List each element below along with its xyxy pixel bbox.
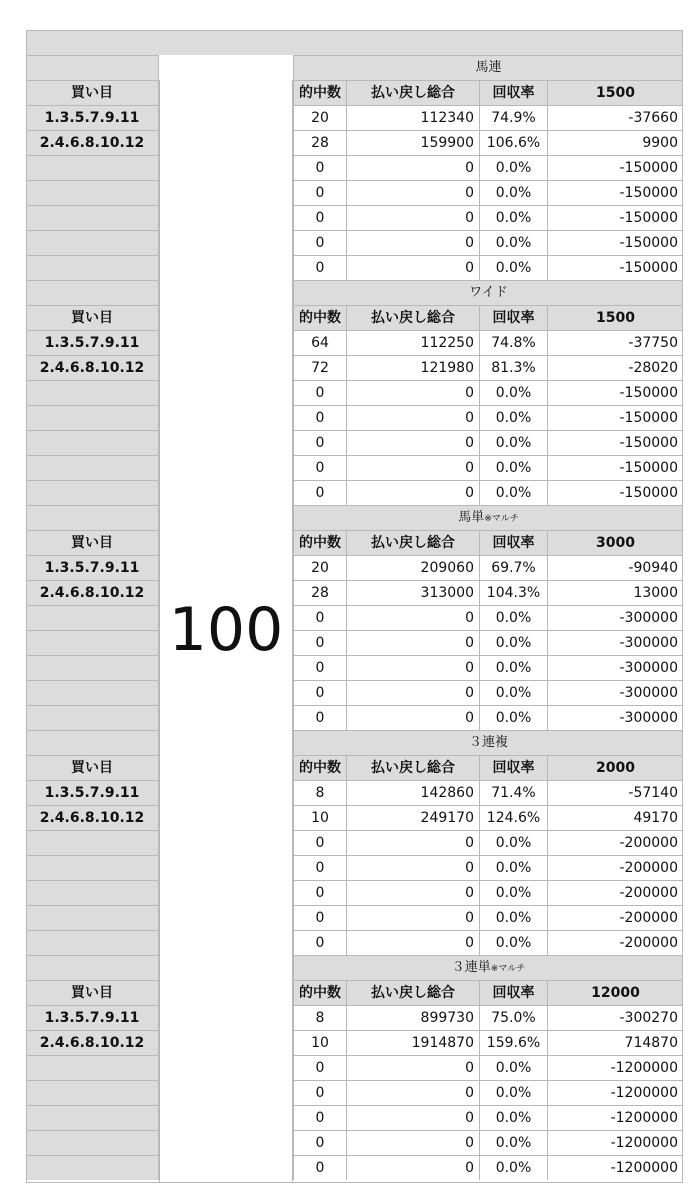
profit-cell[interactable]: -150000: [547, 455, 683, 480]
header-payout: 払い戻し総合: [346, 530, 479, 555]
payout-cell[interactable]: 0: [346, 630, 479, 655]
payout-cell[interactable]: 0: [346, 1155, 479, 1180]
profit-cell[interactable]: -1200000: [547, 1130, 683, 1155]
header-combo-label: 買い目: [26, 80, 159, 105]
combo-cell[interactable]: 1.3.5.7.9.11: [26, 1005, 159, 1030]
payout-cell[interactable]: 0: [346, 680, 479, 705]
combo-cell[interactable]: 2.4.6.8.10.12: [26, 355, 159, 380]
payout-cell[interactable]: 0: [346, 1055, 479, 1080]
rate-cell[interactable]: 124.6%: [479, 805, 547, 830]
rate-cell[interactable]: 0.0%: [479, 1055, 547, 1080]
rate-cell[interactable]: 0.0%: [479, 1130, 547, 1155]
hits-cell[interactable]: 0: [293, 1130, 346, 1155]
rate-cell[interactable]: 0.0%: [479, 630, 547, 655]
combo-cell[interactable]: 1.3.5.7.9.11: [26, 780, 159, 805]
hits-cell[interactable]: 0: [293, 1055, 346, 1080]
payout-cell[interactable]: 313000: [346, 580, 479, 605]
rate-cell[interactable]: 159.6%: [479, 1030, 547, 1055]
combo-cell[interactable]: [26, 180, 159, 205]
rate-cell[interactable]: 104.3%: [479, 580, 547, 605]
section-title: [293, 505, 683, 530]
profit-cell[interactable]: -300000: [547, 705, 683, 730]
payout-cell[interactable]: 0: [346, 905, 479, 930]
payout-cell[interactable]: 0: [346, 1130, 479, 1155]
rate-cell[interactable]: 75.0%: [479, 1005, 547, 1030]
rate-cell[interactable]: 0.0%: [479, 180, 547, 205]
combo-cell[interactable]: [26, 1130, 159, 1155]
label-cell-blank: [26, 280, 159, 305]
rate-cell[interactable]: 0.0%: [479, 205, 547, 230]
combo-cell[interactable]: 2.4.6.8.10.12: [26, 1030, 159, 1055]
rate-cell[interactable]: 0.0%: [479, 880, 547, 905]
bet-type-label: 馬連: [475, 60, 502, 75]
header-rate: 回収率: [479, 305, 547, 330]
hits-cell[interactable]: 0: [293, 230, 346, 255]
payout-cell[interactable]: 0: [346, 205, 479, 230]
hits-cell[interactable]: 0: [293, 180, 346, 205]
profit-cell[interactable]: -300000: [547, 605, 683, 630]
payout-cell[interactable]: 0: [346, 180, 479, 205]
profit-cell[interactable]: -1200000: [547, 1155, 683, 1180]
combo-cell[interactable]: [26, 1105, 159, 1130]
payout-cell[interactable]: 0: [346, 455, 479, 480]
hits-cell[interactable]: 0: [293, 880, 346, 905]
payout-cell[interactable]: 0: [346, 380, 479, 405]
header-hits: 的中数: [293, 755, 346, 780]
profit-cell[interactable]: 714870: [547, 1030, 683, 1055]
label-cell-blank: [26, 55, 159, 80]
header-hits: 的中数: [293, 530, 346, 555]
profit-cell[interactable]: -150000: [547, 155, 683, 180]
hits-cell[interactable]: 0: [293, 380, 346, 405]
profit-cell[interactable]: -1200000: [547, 1055, 683, 1080]
hits-cell[interactable]: 20: [293, 555, 346, 580]
profit-cell[interactable]: -150000: [547, 180, 683, 205]
hits-cell[interactable]: 8: [293, 780, 346, 805]
header-hits: 的中数: [293, 305, 346, 330]
profit-cell[interactable]: -200000: [547, 880, 683, 905]
rate-cell[interactable]: 0.0%: [479, 930, 547, 955]
profit-cell[interactable]: -28020: [547, 355, 683, 380]
profit-cell[interactable]: -37660: [547, 105, 683, 130]
payout-cell[interactable]: 159900: [346, 130, 479, 155]
hits-cell[interactable]: 0: [293, 455, 346, 480]
rate-cell[interactable]: 106.6%: [479, 130, 547, 155]
rate-cell[interactable]: 0.0%: [479, 380, 547, 405]
combo-cell[interactable]: [26, 855, 159, 880]
section-title: [293, 280, 683, 305]
hits-cell[interactable]: 0: [293, 1155, 346, 1180]
rate-cell[interactable]: 81.3%: [479, 355, 547, 380]
profit-cell[interactable]: -300000: [547, 655, 683, 680]
header-cost: 2000: [547, 755, 683, 780]
rate-cell[interactable]: 0.0%: [479, 855, 547, 880]
section-title: [293, 730, 683, 755]
hits-cell[interactable]: 0: [293, 705, 346, 730]
rate-cell[interactable]: 0.0%: [479, 705, 547, 730]
header-hits: 的中数: [293, 980, 346, 1005]
profit-cell[interactable]: -200000: [547, 855, 683, 880]
header-rate: 回収率: [479, 530, 547, 555]
combo-cell[interactable]: [26, 205, 159, 230]
header-cost: 3000: [547, 530, 683, 555]
hits-cell[interactable]: 0: [293, 405, 346, 430]
hits-cell[interactable]: 10: [293, 1030, 346, 1055]
combo-cell[interactable]: [26, 1155, 159, 1180]
profit-cell[interactable]: -300000: [547, 680, 683, 705]
rate-cell[interactable]: 0.0%: [479, 455, 547, 480]
profit-cell[interactable]: -1200000: [547, 1105, 683, 1130]
combo-cell[interactable]: [26, 630, 159, 655]
header-combo-label: 買い目: [26, 755, 159, 780]
combo-cell[interactable]: [26, 155, 159, 180]
combo-cell[interactable]: [26, 705, 159, 730]
rate-cell[interactable]: 0.0%: [479, 1105, 547, 1130]
section-title: [293, 955, 683, 980]
header-rate: 回収率: [479, 980, 547, 1005]
header-hits: 的中数: [293, 80, 346, 105]
header-payout: 払い戻し総合: [346, 305, 479, 330]
profit-cell[interactable]: -150000: [547, 380, 683, 405]
rate-cell[interactable]: 0.0%: [479, 430, 547, 455]
hits-cell[interactable]: 0: [293, 205, 346, 230]
combo-cell[interactable]: [26, 1055, 159, 1080]
header-payout: 払い戻し総合: [346, 80, 479, 105]
profit-cell[interactable]: -90940: [547, 555, 683, 580]
combo-cell[interactable]: [26, 605, 159, 630]
rate-cell[interactable]: 0.0%: [479, 680, 547, 705]
profit-cell[interactable]: -150000: [547, 205, 683, 230]
hits-cell[interactable]: 28: [293, 130, 346, 155]
payout-cell[interactable]: 0: [346, 605, 479, 630]
rate-cell[interactable]: 0.0%: [479, 655, 547, 680]
payout-cell[interactable]: 899730: [346, 1005, 479, 1030]
section-title: [293, 55, 683, 80]
payout-cell[interactable]: 209060: [346, 555, 479, 580]
bet-type-note: ※マルチ: [484, 514, 519, 524]
payout-cell[interactable]: 0: [346, 655, 479, 680]
merged-value-cell: [159, 80, 293, 1182]
profit-cell[interactable]: -200000: [547, 830, 683, 855]
hits-cell[interactable]: 64: [293, 330, 346, 355]
payout-cell[interactable]: 0: [346, 1080, 479, 1105]
payout-cell[interactable]: 121980: [346, 355, 479, 380]
hits-cell[interactable]: 10: [293, 805, 346, 830]
bet-type-note: ※マルチ: [490, 964, 526, 974]
hits-cell[interactable]: 28: [293, 580, 346, 605]
rate-cell[interactable]: 74.8%: [479, 330, 547, 355]
combo-cell[interactable]: [26, 380, 159, 405]
hits-cell[interactable]: 72: [293, 355, 346, 380]
combo-cell[interactable]: [26, 255, 159, 280]
label-cell-blank: [26, 730, 159, 755]
profit-cell[interactable]: -150000: [547, 230, 683, 255]
combo-cell[interactable]: 2.4.6.8.10.12: [26, 805, 159, 830]
combo-cell[interactable]: 1.3.5.7.9.11: [26, 105, 159, 130]
profit-cell[interactable]: -200000: [547, 930, 683, 955]
rate-cell[interactable]: 0.0%: [479, 830, 547, 855]
combo-cell[interactable]: 2.4.6.8.10.12: [26, 130, 159, 155]
hits-cell[interactable]: 0: [293, 605, 346, 630]
bet-type-label: ３連複: [468, 735, 508, 750]
profit-cell[interactable]: -150000: [547, 255, 683, 280]
profit-cell[interactable]: 9900: [547, 130, 683, 155]
payout-cell[interactable]: 249170: [346, 805, 479, 830]
bet-type-label: ワイド: [469, 285, 508, 300]
payout-cell[interactable]: 142860: [346, 780, 479, 805]
payout-cell[interactable]: 0: [346, 830, 479, 855]
combo-cell[interactable]: [26, 905, 159, 930]
rate-cell[interactable]: 0.0%: [479, 230, 547, 255]
profit-cell[interactable]: -300270: [547, 1005, 683, 1030]
payout-cell[interactable]: 1914870: [346, 1030, 479, 1055]
profit-cell[interactable]: -300000: [547, 630, 683, 655]
hits-cell[interactable]: 0: [293, 480, 346, 505]
hits-cell[interactable]: 0: [293, 905, 346, 930]
profit-cell[interactable]: -200000: [547, 905, 683, 930]
hits-cell[interactable]: 0: [293, 1105, 346, 1130]
profit-cell[interactable]: -1200000: [547, 1080, 683, 1105]
bet-type-label: 馬単: [458, 510, 485, 525]
hits-cell[interactable]: 0: [293, 680, 346, 705]
payout-cell[interactable]: 0: [346, 405, 479, 430]
combo-cell[interactable]: [26, 480, 159, 505]
hits-cell[interactable]: 0: [293, 855, 346, 880]
profit-cell[interactable]: -150000: [547, 430, 683, 455]
hits-cell[interactable]: 0: [293, 830, 346, 855]
combo-cell[interactable]: [26, 655, 159, 680]
combo-cell[interactable]: 2.4.6.8.10.12: [26, 580, 159, 605]
hits-cell[interactable]: 0: [293, 930, 346, 955]
combo-cell[interactable]: [26, 405, 159, 430]
hits-cell[interactable]: 0: [293, 630, 346, 655]
rate-cell[interactable]: 0.0%: [479, 1155, 547, 1180]
rate-cell[interactable]: 0.0%: [479, 255, 547, 280]
hits-cell[interactable]: 0: [293, 1080, 346, 1105]
rate-cell[interactable]: 0.0%: [479, 405, 547, 430]
profit-cell[interactable]: -150000: [547, 405, 683, 430]
hits-cell[interactable]: 0: [293, 155, 346, 180]
combo-cell[interactable]: [26, 1080, 159, 1105]
payout-cell[interactable]: 112250: [346, 330, 479, 355]
hits-cell[interactable]: 0: [293, 430, 346, 455]
header-rate: 回収率: [479, 80, 547, 105]
spreadsheet: [26, 30, 683, 1183]
header-payout: 払い戻し総合: [346, 980, 479, 1005]
header-rate: 回収率: [479, 755, 547, 780]
combo-cell[interactable]: [26, 455, 159, 480]
combo-cell[interactable]: [26, 430, 159, 455]
payout-cell[interactable]: 0: [346, 480, 479, 505]
bet-type-label: ３連単: [451, 960, 491, 975]
hits-cell[interactable]: 20: [293, 105, 346, 130]
header-payout: 払い戻し総合: [346, 755, 479, 780]
profit-cell[interactable]: -150000: [547, 480, 683, 505]
header-cost: 12000: [547, 980, 683, 1005]
rate-cell[interactable]: 74.9%: [479, 105, 547, 130]
payout-cell[interactable]: 0: [346, 430, 479, 455]
rate-cell[interactable]: 69.7%: [479, 555, 547, 580]
combo-cell[interactable]: [26, 680, 159, 705]
rate-cell[interactable]: 0.0%: [479, 605, 547, 630]
hits-cell[interactable]: 8: [293, 1005, 346, 1030]
label-cell-blank: [26, 955, 159, 980]
rate-cell[interactable]: 0.0%: [479, 905, 547, 930]
payout-cell[interactable]: 0: [346, 880, 479, 905]
profit-cell[interactable]: 13000: [547, 580, 683, 605]
rate-cell[interactable]: 0.0%: [479, 480, 547, 505]
combo-cell[interactable]: [26, 830, 159, 855]
profit-cell[interactable]: -57140: [547, 780, 683, 805]
header-cost: 1500: [547, 80, 683, 105]
combo-cell[interactable]: [26, 930, 159, 955]
rate-cell[interactable]: 71.4%: [479, 780, 547, 805]
profit-cell[interactable]: -37750: [547, 330, 683, 355]
combo-cell[interactable]: 1.3.5.7.9.11: [26, 555, 159, 580]
combo-cell[interactable]: [26, 230, 159, 255]
header-combo-label: 買い目: [26, 305, 159, 330]
top-banner-row: [26, 30, 683, 55]
payout-cell[interactable]: 0: [346, 930, 479, 955]
payout-cell[interactable]: 0: [346, 705, 479, 730]
header-combo-label: 買い目: [26, 530, 159, 555]
payout-cell[interactable]: 0: [346, 155, 479, 180]
profit-cell[interactable]: 49170: [547, 805, 683, 830]
header-combo-label: 買い目: [26, 980, 159, 1005]
main-value: 100: [168, 595, 284, 665]
label-cell-blank: [26, 505, 159, 530]
payout-cell[interactable]: 0: [346, 1105, 479, 1130]
combo-cell[interactable]: [26, 880, 159, 905]
payout-cell[interactable]: 112340: [346, 105, 479, 130]
payout-cell[interactable]: 0: [346, 855, 479, 880]
rate-cell[interactable]: 0.0%: [479, 1080, 547, 1105]
combo-cell[interactable]: 1.3.5.7.9.11: [26, 330, 159, 355]
hits-cell[interactable]: 0: [293, 255, 346, 280]
payout-cell[interactable]: 0: [346, 230, 479, 255]
rate-cell[interactable]: 0.0%: [479, 155, 547, 180]
header-cost: 1500: [547, 305, 683, 330]
hits-cell[interactable]: 0: [293, 655, 346, 680]
payout-cell[interactable]: 0: [346, 255, 479, 280]
